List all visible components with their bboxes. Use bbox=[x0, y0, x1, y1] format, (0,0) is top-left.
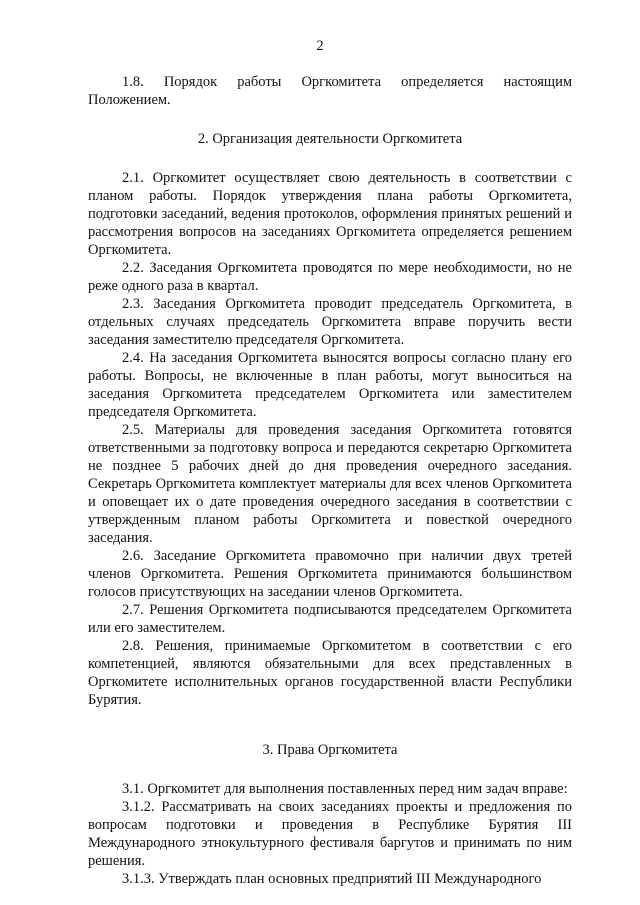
paragraph-2-7: 2.7. Решения Оргкомитета подписываются председателем Оргкомитета или его заместителем. bbox=[88, 602, 572, 636]
paragraph-2-5: 2.5. Материалы для проведения заседания Оргкомитета готовятся ответственными за подготовку вопроса и передаются секретарю Оргкомитета не позднее 5 рабочих дней до дня проведения очередного заседания. Секретарь Оргкомитета комплектует материалы для всех членов Оргкомитета и оповещает их о дате проведения очередного заседания в соответствии с утвержденным планом работы Оргкомитета и повесткой очередного заседания. bbox=[88, 422, 572, 546]
paragraph-3-1: 3.1. Оргкомитет для выполнения поставленных перед ним задач вправе: bbox=[122, 781, 568, 797]
paragraph-3-1-2: 3.1.2. Рассматривать на своих заседаниях проекты и предложения по вопросам подготовки и проведения в Республике Бурятия III Международного этнокультурного фестиваля баргутов и принимать по ним решения. bbox=[88, 799, 572, 869]
document-body bbox=[88, 73, 572, 888]
paragraph-2-6: 2.6. Заседание Оргкомитета правомочно при наличии двух третей членов Оргкомитета. Решения Оргкомитета принимаются большинством голосов присутствующих на заседании членов Оргкомитета. bbox=[88, 548, 572, 600]
paragraph-2-4: 2.4. На заседания Оргкомитета выносятся вопросы согласно плану его работы. Вопросы, не включенные в план работы, могут выноситься на заседания Оргкомитета председателем Оргкомитета или заместителем председателя Оргкомитета. bbox=[88, 350, 572, 420]
paragraph-2-1: 2.1. Оргкомитет осуществляет свою деятельность в соответствии с планом работы. Порядок утверждения плана работы Оргкомитета, подготовки заседаний, ведения протоколов, оформления принятых решений и рассмотрения вопросов на заседаниях Оргкомитета определяется решением Оргкомитета. bbox=[88, 170, 572, 258]
paragraph-2-2: 2.2. Заседания Оргкомитета проводятся по мере необходимости, но не реже одного раза в квартал. bbox=[88, 260, 572, 294]
paragraph-2-8: 2.8. Решения, принимаемые Оргкомитетом в соответствии с его компетенцией, являются обязательными для всех представленных в Оргкомитете исполнительных органов государственной власти Республики Бурятия. bbox=[88, 638, 572, 708]
page-number: 2 bbox=[316, 38, 324, 54]
section-heading-3: 3. Права Оргкомитета bbox=[262, 742, 398, 758]
paragraph-3-1-3: 3.1.3. Утверждать план основных предприятий III Международного bbox=[122, 871, 542, 887]
section-heading-2: 2. Организация деятельности Оргкомитета bbox=[197, 131, 463, 147]
paragraph-1-8: 1.8. Порядок работы Оргкомитета определяется настоящим Положением. bbox=[88, 74, 572, 108]
paragraph-2-3: 2.3. Заседания Оргкомитета проводит председатель Оргкомитета, в отдельных случаях председатель Оргкомитета вправе поручить вести заседания заместителю председателя Оргкомитета. bbox=[88, 296, 572, 348]
